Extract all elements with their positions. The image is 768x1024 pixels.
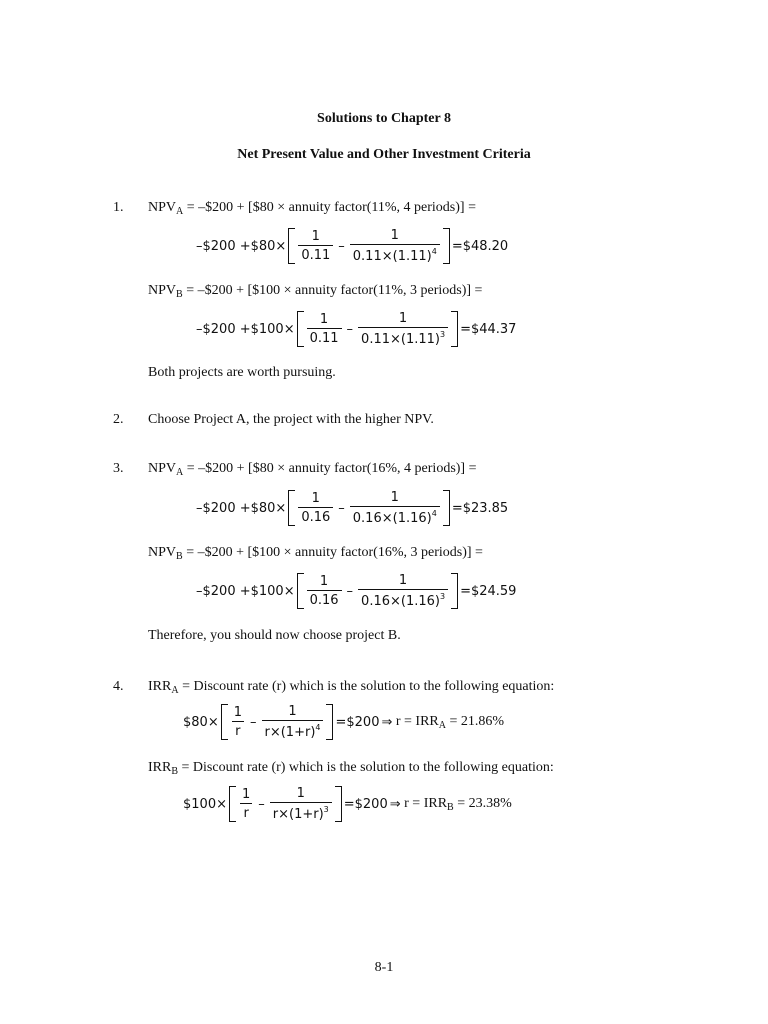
equation-npv-b-11: –$200 +$100× $\frac{1}{0.11}$ – $\frac{1}{0.11\times(1.11)^3}$ =$44.37	[196, 311, 517, 347]
problem-number: 1.	[113, 200, 124, 215]
page-title: Solutions to Chapter 8	[317, 111, 451, 126]
page-number: 8-1	[374, 960, 394, 975]
problem-number: 3.	[113, 461, 124, 476]
npv-b-line: $NPV_B$ = –$200 + [$100 × annuity factor(16%, 3 periods)] =	[148, 545, 483, 562]
equation-irr-b: $100× $\frac{1}{r}$ – $\frac{1}{r\times(1+r)^3}$ =$200 ⇒ $r = IRR_B = 23.38\%$	[183, 786, 512, 822]
problem-number: 2.	[113, 412, 124, 427]
problem-number: 4.	[113, 679, 124, 694]
npv-a-line: $NPV_A$ = –$200 + [$80 × annuity factor(11%, 4 periods)] =	[148, 200, 476, 217]
conclusion-text: Therefore, you should now choose project B.	[148, 628, 401, 643]
irr-a-line: $IRR_A$ = Discount rate (r) which is the solution to the following equation:	[148, 679, 555, 696]
equation-npv-b-16: –$200 +$100× $\frac{1}{0.16}$ – $\frac{1}{0.16\times(1.16)^3}$ =$24.59	[196, 573, 517, 609]
equation-irr-a: $80× $\frac{1}{r}$ – $\frac{1}{r\times(1+r)^4}$ =$200 ⇒ $r = IRR_A = 21.86\%$	[183, 704, 505, 740]
irr-b-line: $IRR_B$ = Discount rate (r) which is the solution to the following equation:	[148, 760, 554, 777]
npv-a-line: $NPV_A$ = –$200 + [$80 × annuity factor(16%, 4 periods)] =	[148, 461, 477, 478]
conclusion-text: Both projects are worth pursuing.	[148, 365, 336, 380]
answer-text: Choose Project A, the project with the higher NPV.	[148, 412, 434, 427]
equation-npv-a-11: –$200 +$80× $\frac{1}{0.11}$ – $\frac{1}{0.11\times(1.11)^4}$ =$48.20	[196, 228, 509, 264]
npv-b-line: $NPV_B$ = –$200 + [$100 × annuity factor(11%, 3 periods)] =	[148, 283, 483, 300]
page-subtitle: Net Present Value and Other Investment Criteria	[237, 147, 531, 162]
equation-npv-a-16: –$200 +$80× $\frac{1}{0.16}$ – $\frac{1}{0.16\times(1.16)^4}$ =$23.85	[196, 490, 509, 526]
